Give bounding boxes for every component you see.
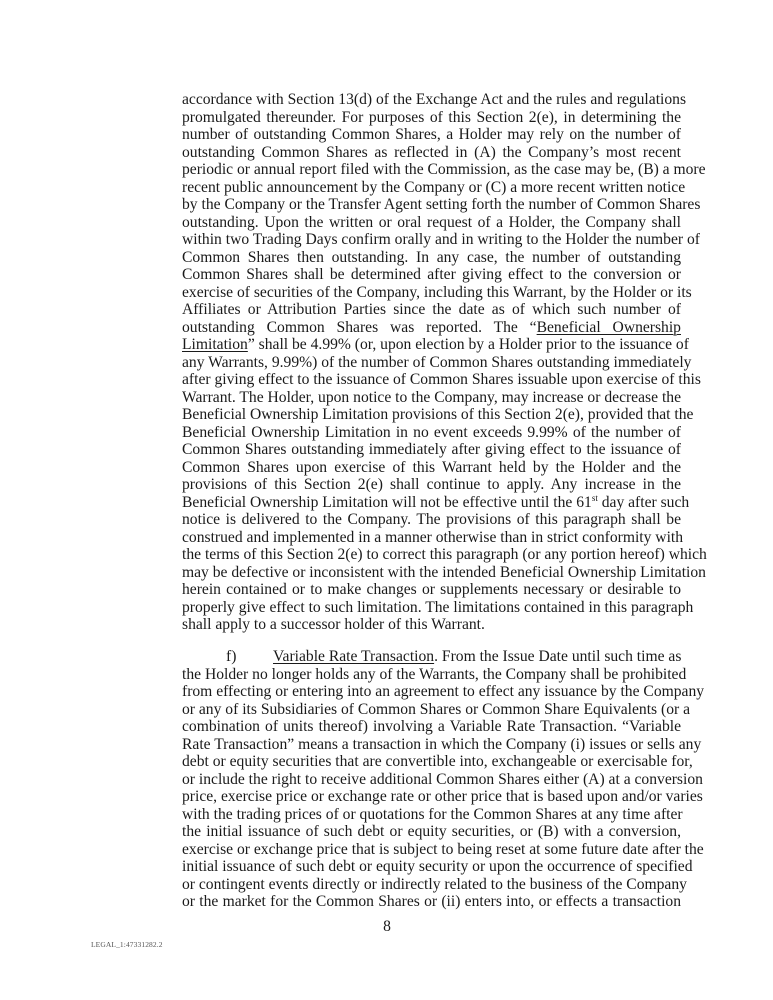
- text-line: Affiliates or Attribution Parties since the date as of which such number of: [182, 301, 681, 318]
- text-line: the terms of this Section 2(e) to correct this paragraph (or any portion hereof) which: [182, 546, 707, 563]
- text-line: initial issuance of such debt or equity security or upon the occurrence of specified: [182, 858, 693, 875]
- text-line: Common Shares shall be determined after giving effect to the conversion or: [182, 266, 681, 283]
- text-line: outstanding. Upon the written or oral request of a Holder, the Company shall: [182, 213, 681, 231]
- text-line: or contingent events directly or indirectly related to the business of the Company: [182, 875, 687, 893]
- text-line: shall apply to a successor holder of this Warrant.: [182, 616, 485, 633]
- ordinal-superscript: st: [591, 492, 598, 503]
- text-line: number of outstanding Common Shares, a Holder may rely on the number of: [182, 126, 681, 143]
- defined-term-limitation: Limitation: [182, 336, 248, 353]
- text-line: provisions of this Section 2(e) shall continue to apply. Any increase in the: [182, 476, 681, 493]
- section-label: f): [226, 648, 237, 665]
- text-line: after giving effect to the issuance of Common Shares issuable upon exercise of this: [182, 371, 701, 388]
- text-line: Common Shares upon exercise of this Warrant held by the Holder and the: [182, 458, 681, 476]
- page-number: 8: [383, 918, 391, 935]
- text-line: outstanding Common Shares as reflected in (A) the Company’s most recent: [182, 143, 681, 161]
- text-line: construed and implemented in a manner otherwise than in strict conformity with: [182, 528, 684, 546]
- text-line: [182, 319, 681, 337]
- text-line: Beneficial Ownership Limitation in no event exceeds 9.99% of the number of: [182, 423, 681, 441]
- text-line: properly give effect to such limitation. The limitations contained in this paragraph: [182, 598, 694, 616]
- text-line: within two Trading Days confirm orally and in writing to the Holder the number of: [182, 231, 700, 248]
- text-line: or include the right to receive additional Common Shares either (A) at a conversion: [182, 770, 703, 788]
- text-line: or the market for the Common Shares or (ii) enters into, or effects a transaction: [182, 893, 681, 910]
- paragraph-spacer: [182, 634, 681, 649]
- text-fragment: Beneficial Ownership Limitation will not be effective until the 61: [182, 493, 592, 511]
- text-line: exercise or exchange price that is subject to being reset at some future date after the: [182, 840, 704, 858]
- text-line: [182, 336, 689, 354]
- text-line: recent public announcement by the Company or (C) a more recent written notice: [182, 178, 686, 196]
- paragraph-beneficial-ownership: [182, 91, 707, 634]
- text-line: by the Company or the Transfer Agent setting forth the number of Common Shares: [182, 196, 701, 213]
- text-line: Beneficial Ownership Limitation provisions of this Section 2(e), provided that the: [182, 406, 694, 423]
- text-line: combination of units thereof) involving a Variable Rate Transaction. “Variable: [182, 718, 681, 735]
- text-line: promulgated thereunder. For purposes of this Section 2(e), in determining the: [182, 108, 681, 126]
- text-line: notice is delivered to the Company. The provisions of this paragraph shall be: [182, 511, 681, 528]
- text-line: price, exercise price or exchange rate or other price that is based upon and/or varies: [182, 788, 703, 805]
- document-body: [182, 91, 707, 911]
- text-line: exercise of securities of the Company, including this Warrant, by the Holder or its: [182, 283, 692, 301]
- text-line: Common Shares then outstanding. In any case, the number of outstanding: [182, 248, 681, 266]
- section-heading: Variable Rate Transaction: [273, 648, 435, 665]
- text-line: with the trading prices of or quotations for the Common Shares at any time after: [182, 805, 683, 823]
- text-line: periodic or annual report filed with the Commission, as the case may be, (B) a more: [182, 161, 706, 178]
- text-line: may be defective or inconsistent with the intended Beneficial Ownership Limitation: [182, 563, 706, 581]
- text-line: Rate Transaction” means a transaction in which the Company (i) issues or sells any: [182, 735, 702, 753]
- text-line: [182, 492, 690, 512]
- text-line: Warrant. The Holder, upon notice to the Company, may increase or decrease the: [182, 388, 681, 406]
- text-line: herein contained or to make changes or supplements necessary or desirable to: [182, 581, 681, 598]
- defined-term-beneficial-ownership: Beneficial Ownership: [536, 318, 681, 336]
- section-heading-line: [182, 648, 681, 666]
- text-line: or any of its Subsidiaries of Common Shares or Common Share Equivalents (or a: [182, 700, 691, 718]
- section-f-variable-rate-transaction: [182, 648, 705, 911]
- document-footer-id: LEGAL_1:47331282.2: [91, 940, 163, 949]
- text-fragment: . From the Issue Date until such time as: [434, 648, 682, 665]
- text-fragment: ” shall be 4.99% (or, upon election by a Holder prior to the issuance of: [247, 336, 689, 353]
- text-fragment: outstanding Common Shares was reported. The “: [182, 318, 537, 336]
- text-line: accordance with Section 13(d) of the Exchange Act and the rules and regulations: [182, 91, 687, 108]
- text-line: from effecting or entering into an agreement to effect any issuance by the Company: [182, 683, 705, 700]
- text-line: the initial issuance of such debt or equity securities, or (B) with a conversion,: [182, 823, 681, 840]
- text-line: Common Shares outstanding immediately after giving effect to the issuance of: [182, 441, 681, 458]
- text-line: the Holder no longer holds any of the Warrants, the Company shall be prohibited: [182, 665, 687, 683]
- text-line: any Warrants, 9.99%) of the number of Common Shares outstanding immediately: [182, 353, 692, 371]
- text-fragment: day after such: [597, 493, 690, 511]
- text-line: debt or equity securities that are convertible into, exchangeable or exercisable for,: [182, 753, 693, 770]
